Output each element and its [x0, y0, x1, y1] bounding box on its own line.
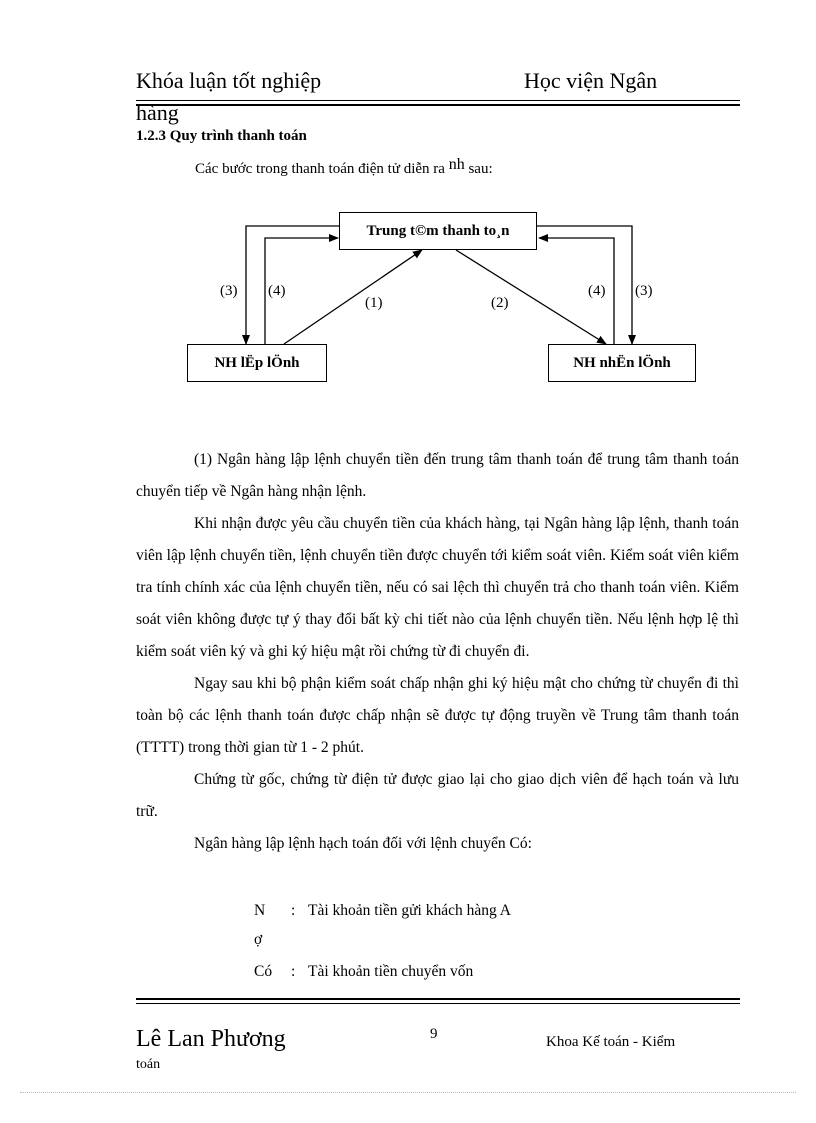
footer-author-wrap: toán: [136, 1057, 161, 1072]
center-box: Trung t©m thanh to¸n: [339, 212, 537, 250]
debit-sep: :: [291, 902, 296, 919]
debit-value: Tài khoản tiền gửi khách hàng A: [308, 902, 511, 919]
paragraph-3: Ngay sau khi bộ phận kiểm soát chấp nhận ghi ký hiệu mật cho chứng từ chuyển đi thì toàn bộ các lệnh thanh toán được chấp nhận sẽ được tự động truyền về Trung tâm thanh toán (TTTT) trong thời gian từ 1 - 2 phút.: [136, 675, 739, 756]
credit-value: Tài khoản tiền chuyển vốn: [308, 963, 474, 980]
debit-key-wrap: ợ: [254, 931, 263, 948]
payment-diagram: [0, 0, 816, 420]
arrow-left-3: [246, 226, 340, 344]
intro-main: Các bước trong thanh toán điện tử diễn ra: [195, 161, 445, 177]
arrow-2: [456, 250, 606, 344]
debit-key: N: [254, 902, 266, 919]
arrow-right-3: [537, 226, 632, 344]
page-number: 9: [430, 1026, 438, 1042]
arrow-1: [284, 250, 422, 344]
credit-key: Có: [254, 963, 273, 980]
label-arrow-2: (2): [491, 295, 509, 311]
label-left-4: (4): [268, 283, 286, 299]
label-left-3: (3): [220, 283, 238, 299]
credit-sep: :: [291, 963, 296, 980]
paragraph-5: Ngân hàng lập lệnh hạch toán đối với lệnh chuyển Có:: [194, 835, 532, 852]
header-right: Học viện Ngân: [524, 68, 658, 93]
label-arrow-1: (1): [365, 295, 383, 311]
footer-rule-thick: [136, 998, 740, 1000]
label-right-4: (4): [588, 283, 606, 299]
header-left: Khóa luận tốt nghiệp: [136, 68, 322, 93]
footer-author: Lê Lan Phương: [136, 1026, 286, 1052]
paragraph-1: (1) Ngân hàng lập lệnh chuyển tiền đến trung tâm thanh toán để trung tâm thanh toán chuyển tiếp về Ngân hàng nhận lệnh.: [136, 451, 739, 500]
footer-rule: [136, 1003, 740, 1004]
paragraph-4: Chứng từ gốc, chứng từ điện tử được giao lại cho giao dịch viên để hạch toán và lưu trữ.: [136, 771, 739, 820]
section-title: 1.2.3 Quy trình thanh toán: [136, 128, 307, 144]
body-text: [136, 444, 739, 860]
page-edge-dotted-line: [20, 1092, 796, 1093]
label-right-3: (3): [635, 283, 653, 299]
intro-nh: nh: [448, 156, 465, 173]
intro-end: sau:: [468, 161, 493, 177]
right-bank-box: NH nhËn lÖnh: [548, 344, 696, 382]
footer-department: Khoa Kế toán - Kiểm: [546, 1034, 676, 1050]
left-bank-box: NH lËp lÖnh: [187, 344, 327, 382]
paragraph-2: Khi nhận được yêu cầu chuyển tiền của khách hàng, tại Ngân hàng lập lệnh, thanh toán viên lập lệnh chuyển tiền, lệnh chuyển tiền được chuyển tới kiểm soát viên. Kiểm soát viên kiểm tra tính chính xác của lệnh chuyển tiền, nếu có sai lệch thì chuyển trả cho thanh toán viên. Kiểm soát viên không được tự ý thay đổi bất kỳ chi tiết nào của lệnh chuyển tiền. Nếu lệnh hợp lệ thì kiểm soát viên ký và ghi ký hiệu mật rồi chứng từ đi chuyển đi.: [136, 515, 739, 660]
header-wrap: hàng: [136, 100, 179, 125]
